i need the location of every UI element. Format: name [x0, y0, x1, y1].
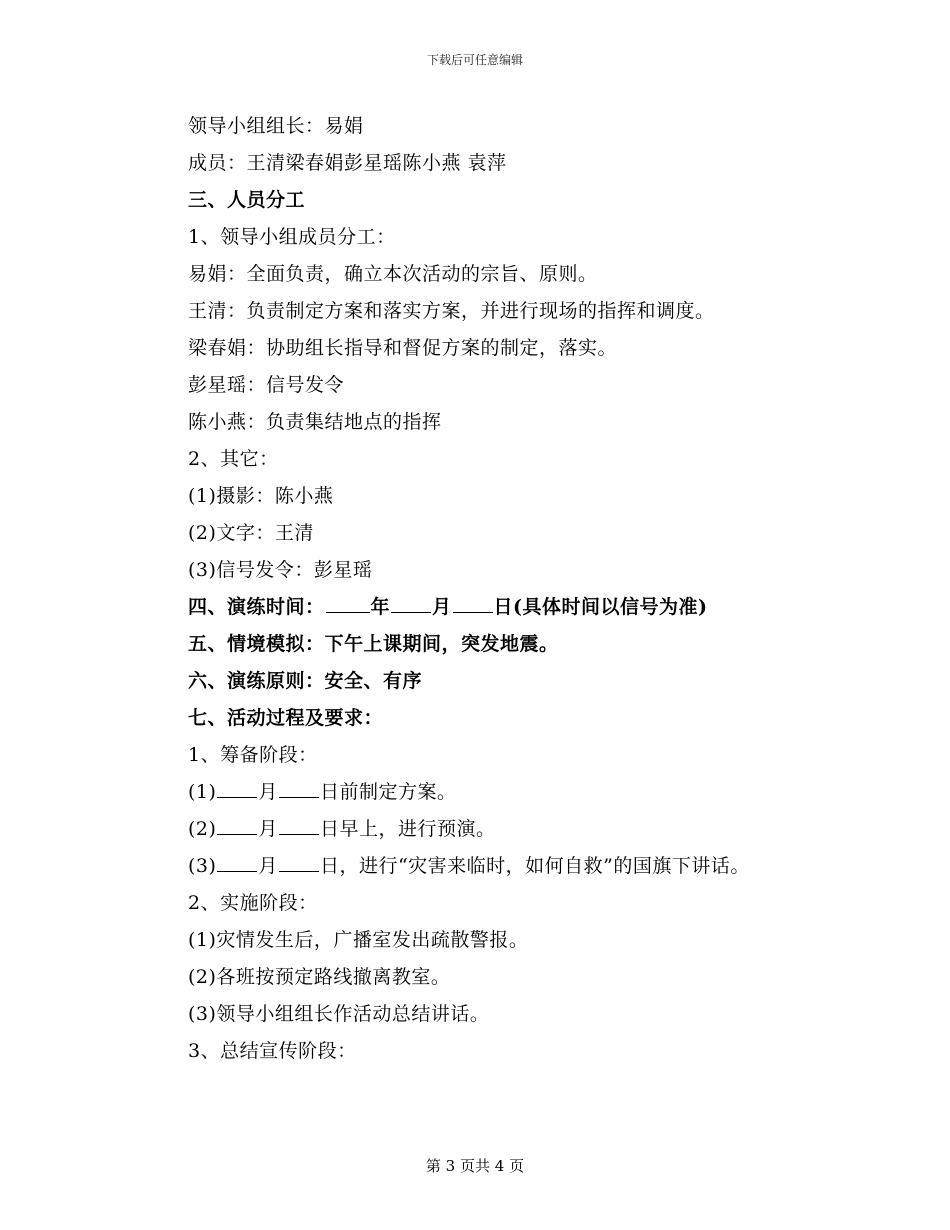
prep-item-3	[188, 848, 888, 885]
duty-line-yi: 易娟：全面负责，确立本次活动的宗旨、原则。	[188, 263, 598, 285]
prep-item-2-month: 月	[258, 818, 278, 840]
month-blank	[391, 590, 431, 613]
prep-item-3-rest: 日，进行“灾害来临时，如何自救”的国旗下讲话。	[319, 855, 750, 877]
section-heading-principle: 六、演练原则：安全、有序	[188, 670, 423, 692]
prep-item-2-day-blank	[279, 812, 319, 835]
prep-item-1-month-blank	[217, 775, 257, 798]
subheading-other: 2、其它：	[188, 448, 279, 470]
duty-line-peng: 彭星瑶：信号发令	[188, 374, 345, 396]
page-footer: 第 3 页共 4 页	[425, 1157, 525, 1175]
duty-line-chen: 陈小燕：负责集结地点的指挥	[188, 411, 442, 433]
prep-item-2-month-blank	[217, 812, 257, 835]
subheading-division: 1、领导小组成员分工：	[188, 226, 396, 248]
impl-item-3: (3)领导小组组长作活动总结讲话。	[188, 1003, 490, 1025]
impl-item-1: (1)灾情发生后，广播室发出疏散警报。	[188, 929, 529, 951]
leader-line: 领导小组组长：易娟	[188, 115, 364, 137]
subheading-summary: 3、总结宣传阶段：	[188, 1040, 357, 1062]
prep-item-1-rest: 日前制定方案。	[319, 781, 457, 803]
month-label: 月	[432, 596, 452, 618]
document-body	[188, 108, 888, 1070]
prep-item-3-day-blank	[279, 849, 319, 872]
subheading-implementation: 2、实施阶段：	[188, 892, 318, 914]
impl-item-2: (2)各班按预定路线撤离教室。	[188, 966, 451, 988]
prep-item-3-month: 月	[258, 855, 278, 877]
other-item-photo: (1)摄影：陈小燕	[188, 485, 334, 507]
day-blank	[453, 590, 493, 613]
section-heading-scenario: 五、情境模拟：下午上课期间，突发地震。	[188, 633, 559, 655]
prep-item-1-day-blank	[279, 775, 319, 798]
year-label: 年	[370, 596, 391, 618]
members-line: 成员：王清梁春娟彭星瑶陈小燕 袁萍	[188, 152, 507, 174]
other-item-text: (2)文字：王清	[188, 522, 314, 544]
duty-line-liang: 梁春娟：协助组长指导和督促方案的制定，落实。	[188, 337, 618, 359]
prep-item-1-month: 月	[258, 781, 278, 803]
prep-item-3-month-blank	[217, 849, 257, 872]
prep-item-1-prefix: (1)	[188, 781, 217, 803]
day-label: 日(具体时间以信号为准)	[493, 596, 708, 618]
prep-item-2-rest: 日早上，进行预演。	[319, 818, 496, 840]
prep-item-2-prefix: (2)	[188, 818, 217, 840]
year-blank	[326, 590, 370, 613]
subheading-preparation: 1、筹备阶段：	[188, 744, 318, 766]
section-heading-time	[188, 589, 888, 626]
prep-item-1	[188, 774, 888, 811]
prep-item-2	[188, 811, 888, 848]
time-prefix: 四、演练时间：	[188, 596, 325, 618]
section-heading-process: 七、活动过程及要求：	[188, 707, 384, 729]
section-heading-staffing: 三、人员分工	[188, 189, 306, 211]
page-header: 下载后可任意编辑	[426, 53, 523, 67]
other-item-signal: (3)信号发令：彭星瑶	[188, 559, 373, 581]
prep-item-3-prefix: (3)	[188, 855, 217, 877]
duty-line-wang: 王清：负责制定方案和落实方案，并进行现场的指挥和调度。	[188, 300, 715, 322]
